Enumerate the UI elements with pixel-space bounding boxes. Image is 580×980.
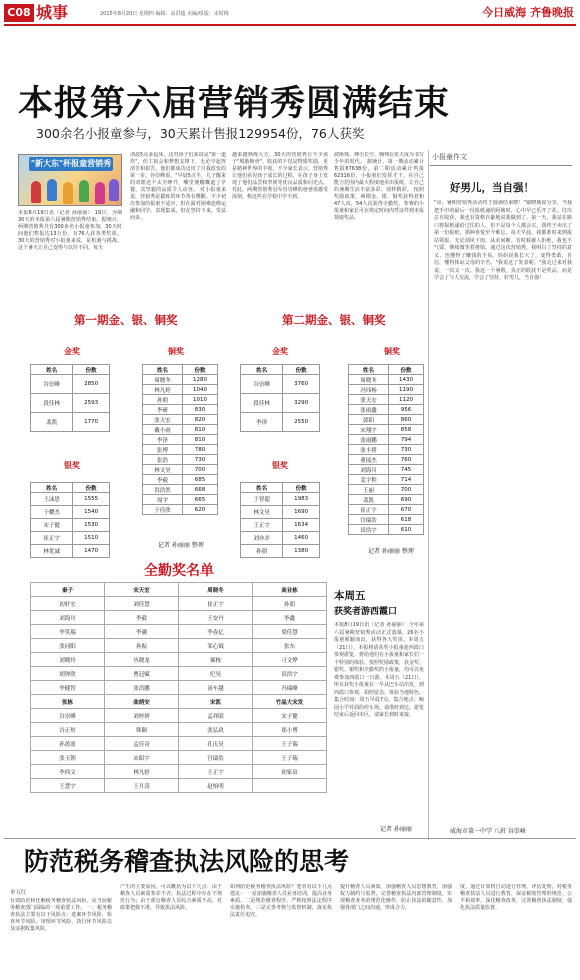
- table-row: [143, 465, 218, 475]
- table-row: [31, 695, 327, 709]
- col-name-header: 姓名: [241, 483, 283, 493]
- award-name-cell: 谷崇峰: [31, 709, 105, 723]
- sale-count: 745: [389, 465, 424, 475]
- award-name-cell: 张浩鹏: [105, 681, 179, 695]
- table-row: [31, 506, 110, 519]
- sale-count: 1690: [283, 506, 320, 519]
- award-name-cell: 王子瑞: [253, 751, 327, 765]
- winner-name: 王丽: [349, 485, 389, 495]
- table-row: [31, 375, 110, 394]
- table-row: [349, 375, 424, 385]
- period-2-title: 第二期金、银、铜奖: [282, 313, 386, 327]
- table-row: [349, 405, 424, 415]
- winner-name: 段佳林: [241, 394, 283, 413]
- winner-name: 张雨鹏: [349, 435, 389, 445]
- table-row: [143, 405, 218, 415]
- award-name-cell: 李西文: [31, 765, 105, 779]
- col-name-header: 姓名: [31, 483, 73, 493]
- table-row: [31, 765, 327, 779]
- child-figure: [47, 179, 57, 201]
- table-row: [31, 639, 327, 653]
- sidebar-essay: "哥，暑期营销秀活动终于圆满结束啦！"谢晓瑀说分享，当我把手中的最后一份报纸递给阿姨时，心中早已乐开了花。付出总有收获，我也有资格自豪地说我做到了。第一天，我站在路口将报纸递给过往的人，但不是每个人都会买。我终于卖出了第一份报纸，那种喜悦至今难忘。每天早晨，我都准时来到报站领报，无论刮风下雨，从未间断。有时候被人拒绝，我也不气馁，继续微笑着推销。通过这次营销秀，我明白了坚持的意义，也懂得了赚钱的不易。妈妈说我长大了，变得勇敢、自信，懂得体谅父母的辛苦。"我说这了发表呢。"我走过来对我说，一次又一次。我这一个暑假，真正的收获不是奖品，而是学会了与人交流，学会了坚持。好男儿，当自强！: [434, 200, 572, 281]
- table-row: [31, 597, 327, 611]
- winner-name: 于耀杰: [31, 506, 73, 519]
- sale-count: 3290: [283, 394, 320, 413]
- winner-name: 裴凯: [31, 413, 73, 432]
- award-name-cell: 林凡婷: [105, 765, 179, 779]
- winner-name: 王沫思: [31, 493, 73, 506]
- table-row: [143, 385, 218, 395]
- table-row: [31, 751, 327, 765]
- winner-name: 刘海川: [349, 465, 389, 475]
- award-name-cell: 胡钟欣: [31, 667, 105, 681]
- photo-banner: "新大东"杯报童营销秀: [29, 157, 113, 171]
- sale-count: 690: [389, 495, 424, 505]
- table-row: [31, 519, 110, 532]
- opinion-headline: 防范税务稽查执法风险的思考: [24, 847, 350, 876]
- sale-count: 830: [183, 405, 218, 415]
- award-name-cell: 李笑瑞: [31, 625, 105, 639]
- table-row: [143, 375, 218, 385]
- story-column-4: 波斯珠、搏击长空、翱翔在蓝天成为书写少年的时代。 据统计，第一期活动累计售报67638份，第二期活动累计售报62316份，小报童们发挥才干，在自己能力范围内最大程度地卖出报纸，让自己的暑期生活丰富多彩、别样精彩。 按照奖励政策，两期金、银、铜奖获得者和47人次、54人次获得全勤奖。参赛的小报童和家长可在规定时间内凭证件到本报领取奖品。: [334, 152, 424, 221]
- sale-count: 3760: [283, 375, 320, 394]
- child-figure: [31, 181, 41, 203]
- attendance-award-title: 全勤奖名单: [144, 563, 214, 579]
- award-name-cell: 曲炳安: [105, 695, 179, 709]
- award-name-cell: 王慧宇: [31, 779, 105, 793]
- sale-count: 956: [389, 405, 424, 415]
- child-figure: [95, 182, 105, 204]
- sale-count: 730: [183, 455, 218, 465]
- col-count-header: 份数: [183, 365, 218, 375]
- winner-name: 张天宏: [349, 395, 389, 405]
- award-name-cell: 宫瑞浩: [179, 751, 253, 765]
- event-photo: [18, 154, 122, 206]
- period-1-title: 第一期金、银、铜奖: [74, 313, 178, 327]
- col-count-header: 份数: [389, 365, 424, 375]
- winner-name: 郭阳: [349, 415, 389, 425]
- table-row: [31, 625, 327, 639]
- child-figure: [63, 182, 73, 204]
- table-row: [241, 394, 320, 413]
- winner-name: 李泽: [241, 413, 283, 432]
- sale-count: 668: [183, 485, 218, 495]
- opinion-byline: 单万红: [10, 890, 27, 896]
- award-name-cell: 宋凯: [179, 695, 253, 709]
- sale-count: 1280: [183, 375, 218, 385]
- sale-count: 1470: [73, 545, 110, 558]
- table-row: [349, 505, 424, 515]
- award-name-cell: 丛晓龙: [105, 653, 179, 667]
- award-name-cell: 张东: [253, 639, 327, 653]
- winner-name: 周晓冬: [349, 375, 389, 385]
- table-row: [143, 395, 218, 405]
- sidebar-credit: 威海市第一中学 八班 谷崇峰: [450, 828, 526, 835]
- brief-credit: 记者 孙丽丽: [380, 826, 412, 833]
- award-name-cell: 邹心钺: [179, 639, 253, 653]
- award-name-cell: 李春亿: [179, 625, 253, 639]
- section-divider: [4, 838, 576, 839]
- sale-count: 2593: [73, 394, 110, 413]
- sale-count: 2550: [283, 413, 320, 432]
- winner-name: 张天宏: [143, 415, 183, 425]
- award-name-cell: 宋天宏: [105, 583, 179, 597]
- award-name-cell: 孟佳奇: [105, 737, 179, 751]
- table-row: [31, 779, 327, 793]
- winner-name: 林文昊: [241, 506, 283, 519]
- sidebar-rule: [430, 165, 572, 166]
- award-name-cell: 冯瑞峰: [253, 681, 327, 695]
- table-row: [31, 394, 110, 413]
- winner-name: 周晓冬: [143, 375, 183, 385]
- award-name-cell: 李毅: [105, 611, 179, 625]
- winner-name: 孙朋: [143, 395, 183, 405]
- table-row: [143, 485, 218, 495]
- award-name-cell: 崔正宇: [179, 597, 253, 611]
- winner-name: 宋子健: [31, 519, 73, 532]
- child-figure: [79, 180, 89, 202]
- sale-count: 1040: [183, 385, 218, 395]
- table-row: [349, 495, 424, 505]
- winner-name: 张博: [143, 445, 183, 455]
- award-name-cell: [253, 779, 327, 793]
- period-1-copper-label: 铜奖: [168, 347, 184, 356]
- winner-name: 李泽: [143, 435, 183, 445]
- award-name-cell: 孔庆昊: [179, 737, 253, 751]
- sale-count: 760: [389, 455, 424, 465]
- award-name-cell: 张同阳: [31, 639, 105, 653]
- table-row: [349, 385, 424, 395]
- table-row: [241, 375, 320, 394]
- winner-name: 李研: [143, 405, 183, 415]
- award-name-cell: 初家泉: [253, 765, 327, 779]
- award-name-cell: 王月涛: [105, 779, 179, 793]
- sale-count: 810: [183, 425, 218, 435]
- col-name-header: 姓名: [31, 365, 73, 375]
- period-2-credit: 记者 孙丽丽 整理: [368, 548, 414, 555]
- sale-count: 730: [389, 445, 424, 455]
- table-row: [31, 737, 327, 751]
- award-name-cell: 李健智: [31, 681, 105, 695]
- sale-count: 670: [389, 505, 424, 515]
- sale-count: 1983: [283, 493, 320, 506]
- award-name-cell: 王安丹: [179, 611, 253, 625]
- col-count-header: 份数: [283, 483, 320, 493]
- award-name-cell: 刁文烨: [253, 653, 327, 667]
- award-name-cell: 李涵: [105, 625, 179, 639]
- winner-name: 谷崇峰: [31, 375, 73, 394]
- award-name-cell: 竹晶大宋发: [253, 695, 327, 709]
- sale-count: 700: [183, 465, 218, 475]
- period-2-silver-label: 银奖: [272, 461, 288, 470]
- table-row: [31, 611, 327, 625]
- award-name-cell: 刘海川: [31, 611, 105, 625]
- story-column-3: 越来越熟练大方。30天的营销秀让不少孩子"脱胎换骨"，收获的不仅是物质奖励，更是精神世界的丰收。不少家长表示，营销秀让他们看见孩子成长的过程，在孩子身上发现了他们品尝和坚韧等优良品质和闪光点。对此，两期营销秀冠军谷崇峰的爸爸说感受深刻，称这些在学校中学不到。: [232, 152, 328, 200]
- winner-name: 裴凯: [349, 495, 389, 505]
- winner-name: 张雨鑫: [349, 405, 389, 415]
- sale-count: 610: [389, 525, 424, 535]
- winner-name: 姜宇程: [349, 475, 389, 485]
- table-row: [349, 435, 424, 445]
- award-name-cell: 李鑫: [253, 611, 327, 625]
- winner-name: 于佳欣: [143, 505, 183, 515]
- period-1-gold-table: [30, 364, 110, 432]
- col-count-header: 份数: [73, 483, 110, 493]
- brief-subhead: 获奖者游西霞口: [334, 607, 398, 617]
- winner-name: 宋翔宇: [349, 425, 389, 435]
- table-row: [241, 519, 320, 532]
- opinion-column-3: 如何防范税务稽查执法风险？笔者有以下几点建议： 一是加强稽查人员业务培训，提高业务素质。二是规范稽查程序，严格按照法定程序实施检查。三是完善考核与监督机制，落实执法责任追究。: [230, 884, 332, 918]
- award-name-cell: 田浩宇: [253, 667, 327, 681]
- sale-count: 794: [389, 435, 424, 445]
- table-row: [31, 681, 327, 695]
- award-name-cell: 郝栋: [179, 653, 253, 667]
- table-row: [143, 415, 218, 425]
- winner-name: 林优诚: [31, 545, 73, 558]
- main-headline: 本报第六届营销秀圆满结束: [18, 84, 451, 124]
- sidebar-section-title: 小报童作文: [432, 153, 467, 161]
- sale-count: 858: [389, 425, 424, 435]
- award-name-cell: 曹冠赋: [105, 667, 179, 681]
- table-row: [241, 493, 320, 506]
- sale-count: 700: [389, 485, 424, 495]
- column-divider: [428, 150, 429, 840]
- sale-count: 1634: [283, 519, 320, 532]
- table-row: [143, 425, 218, 435]
- award-name-cell: 孟祥昭: [179, 709, 253, 723]
- child-figure: [109, 179, 119, 201]
- award-name-cell: 郑小博: [253, 723, 327, 737]
- col-name-header: 姓名: [349, 365, 389, 375]
- winner-name: 于智超: [241, 493, 283, 506]
- sale-count: 1530: [73, 519, 110, 532]
- winner-name: 段佳林: [31, 394, 73, 413]
- table-row: [241, 506, 320, 519]
- table-row: [31, 667, 327, 681]
- table-row: [31, 723, 327, 737]
- sale-count: 860: [389, 415, 424, 425]
- table-row: [241, 532, 320, 545]
- winner-name: 崔正宇: [349, 505, 389, 515]
- attendance-award-table: [30, 582, 327, 793]
- winner-name: 崔正宇: [31, 532, 73, 545]
- sale-count: 1555: [73, 493, 110, 506]
- table-row: [31, 583, 327, 597]
- award-name-cell: 张栋: [31, 695, 105, 709]
- col-name-header: 姓名: [143, 365, 183, 375]
- sale-count: 1460: [283, 532, 320, 545]
- winner-name: 林文昊: [143, 465, 183, 475]
- award-name-cell: 宋子健: [253, 709, 327, 723]
- winner-name: 李毅: [143, 475, 183, 485]
- award-name-cell: 谷正烜: [31, 723, 105, 737]
- award-name-cell: 孙朋: [253, 597, 327, 611]
- period-2-copper-label: 铜奖: [384, 347, 400, 356]
- sale-count: 1770: [73, 413, 110, 432]
- award-name-cell: 初轩宏: [31, 597, 105, 611]
- col-name-header: 姓名: [241, 365, 283, 375]
- winner-name: 戴小雨: [143, 425, 183, 435]
- award-name-cell: 张玉朝: [31, 751, 105, 765]
- winner-name: 张浩: [143, 455, 183, 465]
- award-name-cell: 高业栋: [253, 583, 327, 597]
- winner-name: 洪浩然: [143, 485, 183, 495]
- table-row: [31, 413, 110, 432]
- col-count-header: 份数: [283, 365, 320, 375]
- brief-body: 本报8月19日讯（记者 孙丽丽） 今年第六届暑期营销秀活动正式落幕，26名小报童脱颖而出，获得各大奖项。本周五（21日），本报将请获奖小报童赴西霞口参观游览，将给他们在小报童和家长们一个特别的体验。按照奖励政策，获金奖、银奖、铜奖和全勤奖的小报童，均可以免费参加西霞口一日游。本周五（21日），所有获奖小报童在一早从巴车站出发，到西霞口参观，拍照留念、体验当地特色。集合时间：周五早晨7点。集合地点：鲸园小学对面的停车场。请准时到达。游览结束后返回市区，请家长到时来接。: [334, 622, 424, 718]
- table-row: [349, 485, 424, 495]
- winner-name: 宫瑞浩: [349, 515, 389, 525]
- sale-count: 780: [183, 445, 218, 455]
- sale-count: 685: [183, 475, 218, 485]
- winner-name: 周宇: [143, 495, 183, 505]
- table-row: [143, 435, 218, 445]
- award-name-cell: 纪昊: [179, 667, 253, 681]
- winner-name: 张丰碧: [349, 445, 389, 455]
- sale-count: 2850: [73, 375, 110, 394]
- brief-headline: 本周五: [334, 590, 366, 602]
- sale-count: 1190: [389, 385, 424, 395]
- sale-count: 665: [183, 495, 218, 505]
- table-row: [31, 493, 110, 506]
- winner-name: 林凡婷: [143, 385, 183, 395]
- table-row: [349, 525, 424, 535]
- winner-name: 王正宇: [241, 519, 283, 532]
- award-name-cell: 秦子: [31, 583, 105, 597]
- table-row: [143, 455, 218, 465]
- award-name-cell: 刘梓妍: [105, 709, 179, 723]
- col-count-header: 份数: [73, 365, 110, 375]
- table-row: [143, 445, 218, 455]
- sale-count: 1510: [73, 532, 110, 545]
- table-row: [31, 532, 110, 545]
- table-row: [31, 545, 110, 558]
- sale-count: 810: [183, 435, 218, 445]
- award-name-cell: 韩颖: [105, 723, 179, 737]
- table-row: [349, 445, 424, 455]
- winner-name: 孙朋: [241, 545, 283, 558]
- award-name-cell: 张弘玖: [179, 723, 253, 737]
- winner-name: 董瑶杰: [349, 455, 389, 465]
- winner-name: 冯玮杨: [349, 385, 389, 395]
- sale-count: 820: [183, 415, 218, 425]
- header-rule: [4, 24, 576, 26]
- winner-name: 谷崇峰: [241, 375, 283, 394]
- newspaper-brand: 今日威海 齐鲁晚报: [482, 6, 574, 19]
- period-1-credit: 记者 孙丽丽 整理: [158, 542, 204, 549]
- period-1-copper-table: [142, 364, 218, 515]
- story-column-1: 本报8月19日讯（记者 孙丽丽） 19日，为期30天的本报第六届暑期营销秀结束。据统计，两期营销秀共有300多名小报童参加，30天时间他们售报达13万份，有76人获各类奖项。 30天的营销秀对小报童来说，是机遇与挑战。这个暑天让自己变得与以往不同，每天: [18, 210, 122, 251]
- award-name-cell: 汤车越: [179, 681, 253, 695]
- award-name-cell: 孙盈盈: [31, 737, 105, 751]
- sale-count: 714: [389, 475, 424, 485]
- period-2-copper-table: [348, 364, 424, 535]
- period-2-gold-label: 金奖: [272, 347, 288, 356]
- period-2-gold-table: [240, 364, 320, 432]
- winner-name: 田浩宇: [349, 525, 389, 535]
- page-code: C08: [4, 4, 34, 22]
- sale-count: 1540: [73, 506, 110, 519]
- award-name-cell: 孙振: [105, 639, 179, 653]
- opinion-column-2: 产生的主要原因，可以概括为以下几点：由于稽查人员素质参差不齐，执法过程中存在不规范行为；由于部分稽查人员综合素质不高，对政策把握不准，导致执法风险。: [120, 884, 222, 911]
- sale-count: 618: [389, 515, 424, 525]
- sale-count: 1010: [183, 395, 218, 405]
- section-title: 城事: [36, 3, 69, 22]
- period-1-gold-label: 金奖: [64, 347, 80, 356]
- table-row: [349, 515, 424, 525]
- award-name-cell: 宋昭宇: [105, 751, 179, 765]
- table-row: [349, 465, 424, 475]
- sale-count: 1430: [389, 375, 424, 385]
- winner-name: 刘亦并: [241, 532, 283, 545]
- sidebar-headline: 好男儿，当自强！: [450, 182, 534, 194]
- award-name-cell: 王正宇: [179, 765, 253, 779]
- sale-count: 1380: [283, 545, 320, 558]
- opinion-column-1: 有效防范和化解税务稽查执法风险，是当前税务稽查部门面临的一项重要工作。 一、税务稽查执法主要有以下风险点：选案环节风险，检查环节风险，审理环节风险，执行环节风险以及证据收集风险。: [10, 898, 112, 932]
- table-row: [31, 653, 327, 667]
- period-1-silver-table: [30, 482, 110, 558]
- period-2-silver-table: [240, 482, 320, 558]
- sale-count: 1120: [389, 395, 424, 405]
- sale-count: 620: [183, 505, 218, 515]
- table-row: [349, 425, 424, 435]
- award-name-cell: 刘佳慧: [105, 597, 179, 611]
- date-editor-info: 2015年8月20日 星期四 编辑：高洪超 美编/组版：宋时梅: [100, 11, 229, 17]
- table-row: [241, 413, 320, 432]
- table-row: [31, 709, 327, 723]
- table-row: [349, 475, 424, 485]
- table-row: [241, 545, 320, 558]
- story-column-2: 清晨5点多起床，这对孩子们来说是"第一道坎"，但主宿会和梦想支撑下，无论早起得清苦和艰苦，他们都成功迈出了自我改变的第一步。谷崇峰说，"早晨5点半，儿子醒来的双眼还不太全睁开，嘴里便嘟囔道了早餐，其坚毅的品质令人动容。 对小报童来说，营销秀是锻炼的环节各有嗜酸。不少初次参加的报童不适应，但在面对困难连棒运融和同学。表现集成，但在坚持下来，受益而多。: [130, 152, 226, 221]
- table-row: [349, 415, 424, 425]
- main-subhead: 300余名小报童参与，30天累计售报129954份，76人获奖: [36, 126, 365, 141]
- award-name-cell: 周晓冬: [179, 583, 253, 597]
- table-row: [349, 395, 424, 405]
- award-name-cell: 刘晓玲: [31, 653, 105, 667]
- table-row: [143, 495, 218, 505]
- table-row: [143, 505, 218, 515]
- table-row: [143, 475, 218, 485]
- award-name-cell: 赵怡明: [179, 779, 253, 793]
- award-name-cell: 梁佳慧: [253, 625, 327, 639]
- award-name-cell: 王子瑞: [253, 737, 327, 751]
- opinion-column-4: 提升稽查人员素质，加强稽查人员思想教育，加强权力制约与监督，完善稽查执法内部管理制度，实现稽查业务的规范化操作，防止执法的随意性，加强各部门之间沟通，形成合力。: [340, 884, 452, 911]
- period-1-silver-label: 银奖: [64, 461, 80, 470]
- opinion-column-5: 度，通过计算机自动进行管理，评估处理，对税务稽查执法人员进行教育，保证税收管理的规范、公平和效率。深化稽查改革，完善稽查执法制度，强化执法质量监督。: [460, 884, 572, 911]
- table-row: [349, 455, 424, 465]
